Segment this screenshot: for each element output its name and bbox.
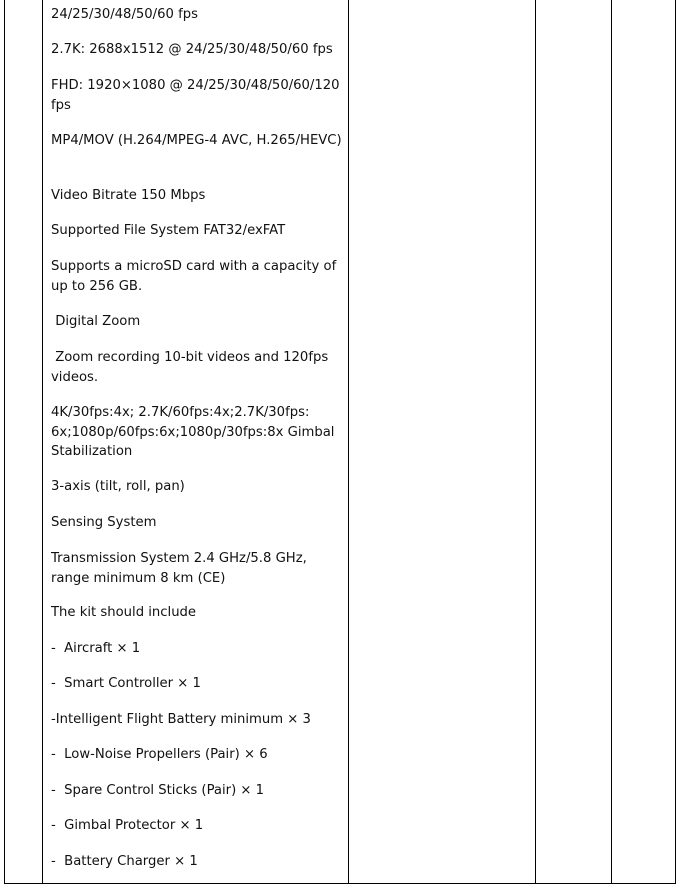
spec-table bbox=[4, 0, 676, 884]
spec-line: Supported File System FAT32/exFAT bbox=[51, 223, 286, 238]
spec-line: - Low-Noise Propellers (Pair) × 6 bbox=[51, 747, 268, 762]
spec-line: Supports a microSD card with a capacity of up to 256 GB. bbox=[51, 259, 341, 294]
spec-line: 24/25/30/48/50/60 fps bbox=[51, 7, 198, 22]
spec-line: 2.7K: 2688x1512 @ 24/25/30/48/50/60 fps bbox=[51, 42, 333, 57]
spec-line: The kit should include bbox=[51, 605, 197, 620]
spec-line: FHD: 1920×1080 @ 24/25/30/48/50/60/120 fps bbox=[51, 78, 344, 113]
column-divider-1 bbox=[42, 0, 43, 883]
spec-line: 3-axis (tilt, roll, pan) bbox=[51, 479, 185, 494]
column-divider-3 bbox=[535, 0, 536, 883]
spec-line: 4K/30fps:4x; 2.7K/60fps:4x;2.7K/30fps: 6x;1080p/60fps:6x;1080p/30fps:8x Gimbal Stabilization bbox=[51, 405, 339, 459]
spec-line: - Gimbal Protector × 1 bbox=[51, 818, 204, 833]
spec-line: - Smart Controller × 1 bbox=[51, 676, 201, 691]
column-divider-2 bbox=[348, 0, 349, 883]
spec-line: Transmission System 2.4 GHz/5.8 GHz, range minimum 8 km (CE) bbox=[51, 551, 312, 586]
spec-line: MP4/MOV (H.264/MPEG-4 AVC, H.265/HEVC) bbox=[51, 133, 342, 148]
spec-line: Digital Zoom bbox=[51, 314, 141, 329]
spec-line: Video Bitrate 150 Mbps bbox=[51, 188, 206, 203]
column-divider-4 bbox=[611, 0, 612, 883]
spec-line: Sensing System bbox=[51, 515, 157, 530]
spec-line: - Battery Charger × 1 bbox=[51, 854, 198, 869]
spec-line: -Intelligent Flight Battery minimum × 3 bbox=[51, 712, 311, 727]
spec-line: - Spare Control Sticks (Pair) × 1 bbox=[51, 783, 265, 798]
spec-line: Zoom recording 10-bit videos and 120fps videos. bbox=[51, 350, 333, 385]
spec-line: - Aircraft × 1 bbox=[51, 641, 141, 656]
